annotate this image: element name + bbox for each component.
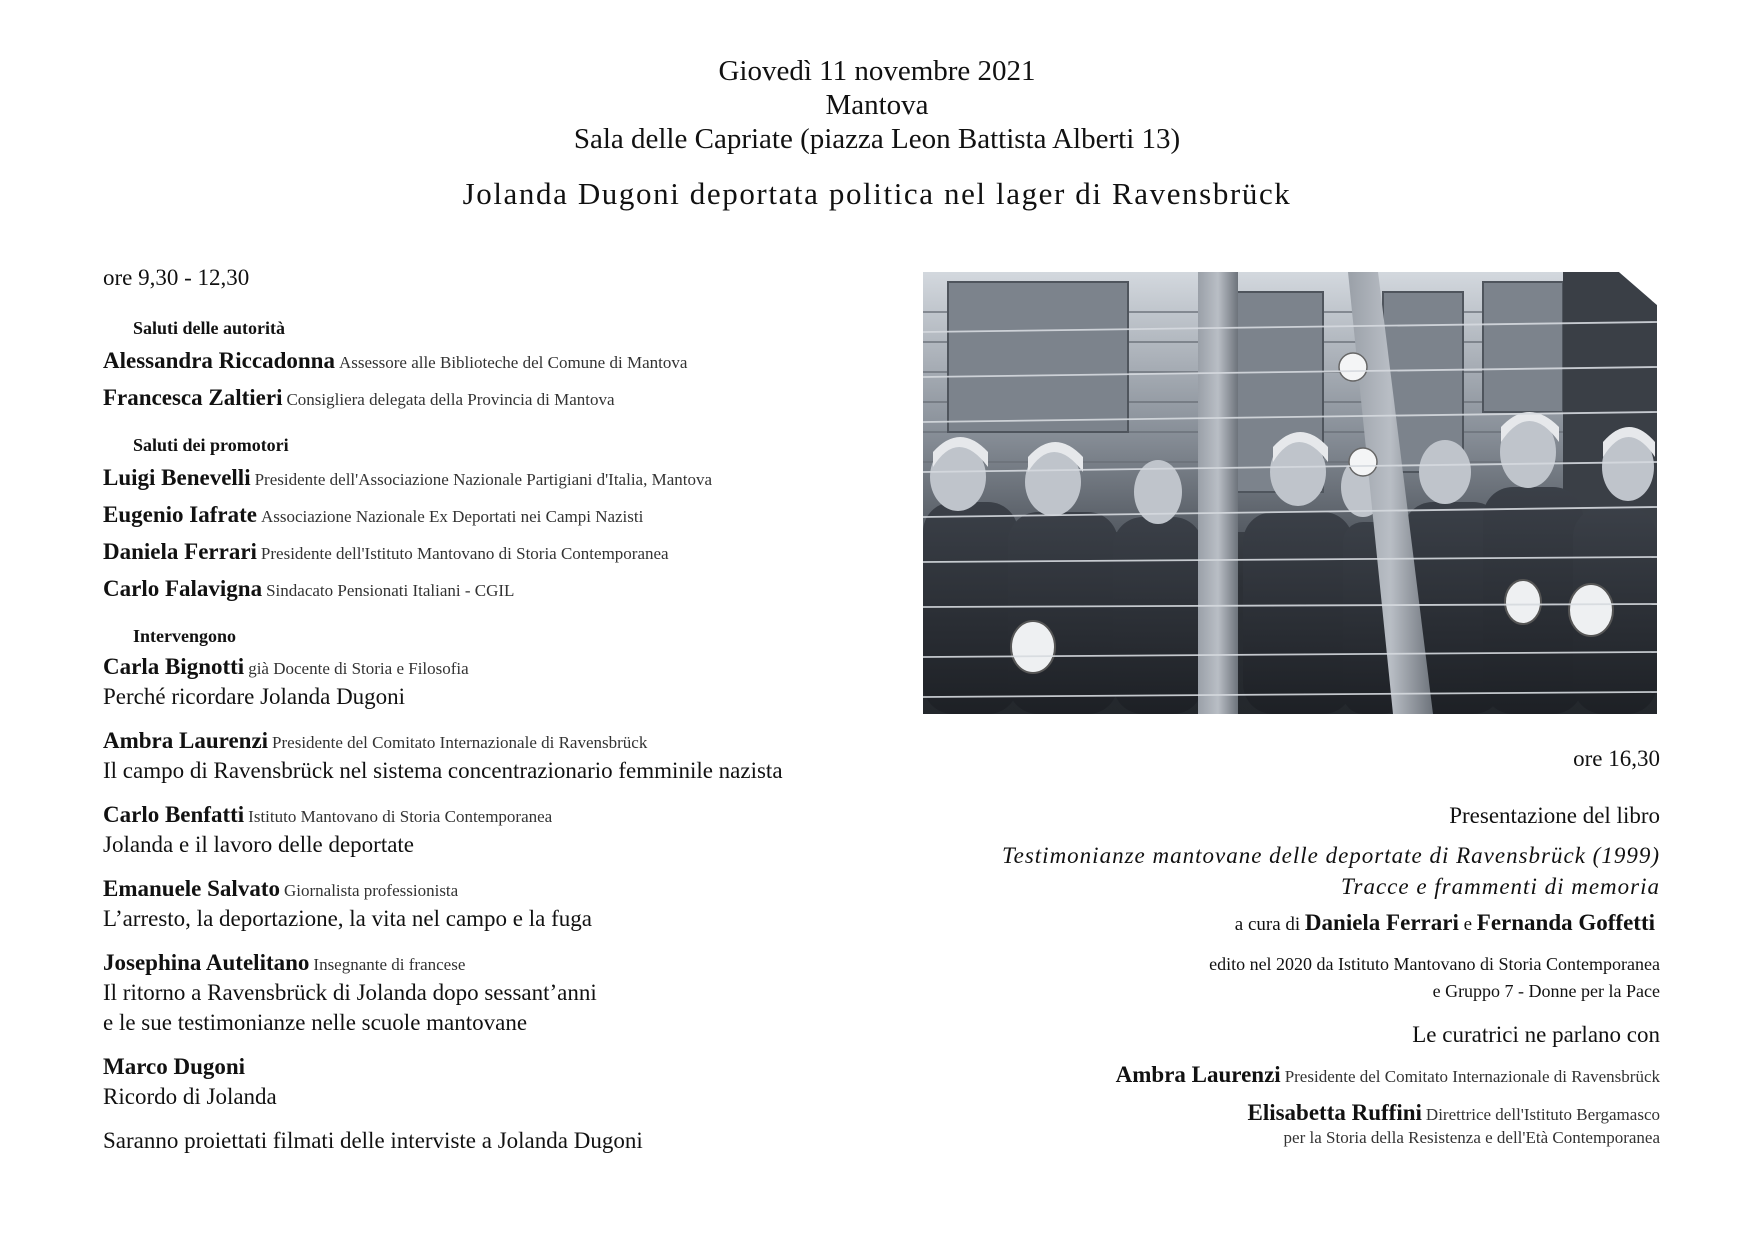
- speaker-role-continued: per la Storia della Resistenza e dell'Età Contemporanea: [1283, 1128, 1660, 1147]
- speaker-role: Assessore alle Biblioteche del Comune di Mantova: [338, 353, 688, 372]
- speaker-name: Francesca Zaltieri: [103, 385, 283, 410]
- speaker-name: Elisabetta Ruffini: [1247, 1100, 1422, 1125]
- speaker-row: [1247, 1100, 1660, 1126]
- speaker-row: [103, 1054, 245, 1080]
- book-curators: [1235, 910, 1655, 936]
- book-subtitle: Tracce e frammenti di memoria: [1340, 874, 1660, 899]
- speaker-name: Carlo Benfatti: [103, 802, 245, 827]
- speaker-name: Ambra Laurenzi: [103, 728, 269, 753]
- speaker-row: [103, 348, 687, 374]
- publisher-line: edito nel 2020 da Istituto Mantovano di Storia Contemporanea: [1209, 954, 1660, 974]
- section-label-authorities: Saluti delle autorità: [133, 318, 285, 338]
- speaker-row: [103, 654, 469, 680]
- speaker-name: Marco Dugoni: [103, 1054, 246, 1079]
- screening-note: Saranno proiettati filmati delle interviste a Jolanda Dugoni: [103, 1128, 643, 1153]
- speaker-role: già Docente di Storia e Filosofia: [248, 659, 469, 678]
- event-venue: Sala delle Capriate (piazza Leon Battista Alberti 13): [573, 123, 1181, 155]
- curated-prefix: a cura di: [1234, 914, 1301, 935]
- speaker-name: Luigi Benevelli: [103, 465, 251, 490]
- discussion-intro: Le curatrici ne parlano con: [1412, 1022, 1660, 1047]
- publisher-line: e Gruppo 7 - Donne per la Pace: [1432, 981, 1660, 1001]
- speaker-name: Eugenio Iafrate: [103, 502, 257, 527]
- morning-time: ore 9,30 - 12,30: [103, 265, 250, 290]
- book-presentation-label: Presentazione del libro: [1449, 803, 1660, 828]
- talk-title: e le sue testimonianze nelle scuole mantovane: [103, 1010, 528, 1035]
- speaker-name: Josephina Autelitano: [103, 950, 310, 975]
- speaker-role: Direttrice dell'Istituto Bergamasco: [1425, 1105, 1660, 1124]
- speaker-row: [103, 576, 514, 602]
- speaker-name: Ambra Laurenzi: [1115, 1062, 1281, 1087]
- speaker-row: [103, 502, 643, 528]
- section-label-speakers: Intervengono: [133, 626, 236, 646]
- talk-title: Il campo di Ravensbrück nel sistema concentrazionario femminile nazista: [103, 758, 783, 783]
- speaker-row: [103, 950, 465, 976]
- speaker-role: Presidente dell'Associazione Nazionale Partigiani d'Italia, Mantova: [254, 470, 713, 489]
- event-title: Jolanda Dugoni deportata politica nel lager di Ravensbrück: [462, 176, 1292, 211]
- speaker-role: Associazione Nazionale Ex Deportati nei Campi Nazisti: [260, 507, 644, 526]
- curated-conjunction: e: [1463, 914, 1473, 935]
- talk-title: L’arresto, la deportazione, la vita nel campo e la fuga: [103, 906, 592, 931]
- speaker-row: [103, 385, 615, 411]
- curator-name: Daniela Ferrari: [1304, 910, 1459, 935]
- speaker-name: Carlo Falavigna: [103, 576, 263, 601]
- speaker-role: Giornalista professionista: [283, 881, 459, 900]
- speaker-name: Alessandra Riccadonna: [103, 348, 335, 373]
- speaker-name: Emanuele Salvato: [103, 876, 280, 901]
- talk-title: Ricordo di Jolanda: [103, 1084, 277, 1109]
- curator-name: Fernanda Goffetti: [1476, 910, 1655, 935]
- speaker-role: Presidente del Comitato Internazionale di Ravensbrück: [272, 733, 648, 752]
- photo-scene: [923, 272, 1657, 714]
- speaker-name: Daniela Ferrari: [103, 539, 257, 564]
- section-label-promoters: Saluti dei promotori: [133, 435, 289, 455]
- talk-title: Il ritorno a Ravensbrück di Jolanda dopo sessant’anni: [103, 980, 597, 1005]
- speaker-row: [103, 802, 552, 828]
- event-date: Giovedì 11 novembre 2021: [718, 55, 1036, 87]
- speaker-row: [1116, 1062, 1660, 1088]
- speaker-role: Presidente dell'Istituto Mantovano di Storia Contemporanea: [260, 544, 669, 563]
- speaker-row: [103, 539, 669, 565]
- speaker-role: Sindacato Pensionati Italiani - CGIL: [266, 581, 515, 600]
- speaker-name: Carla Bignotti: [103, 654, 245, 679]
- event-city: Mantova: [825, 89, 929, 121]
- speaker-row: [103, 876, 458, 902]
- speaker-role: Istituto Mantovano di Storia Contemporanea: [248, 807, 553, 826]
- speaker-row: [103, 465, 712, 491]
- speaker-role: Insegnante di francese: [313, 955, 466, 974]
- speaker-role: Consigliera delegata della Provincia di Mantova: [286, 390, 615, 409]
- talk-title: Perché ricordare Jolanda Dugoni: [103, 684, 406, 709]
- speaker-row: [103, 728, 647, 754]
- speaker-role: Presidente del Comitato Internazionale di Ravensbrück: [1284, 1067, 1660, 1086]
- talk-title: Jolanda e il lavoro delle deportate: [103, 832, 415, 857]
- book-title: Testimonianze mantovane delle deportate di Ravensbrück (1999): [1001, 843, 1660, 868]
- afternoon-time: ore 16,30: [1573, 746, 1660, 771]
- deportees-photo: [923, 272, 1657, 714]
